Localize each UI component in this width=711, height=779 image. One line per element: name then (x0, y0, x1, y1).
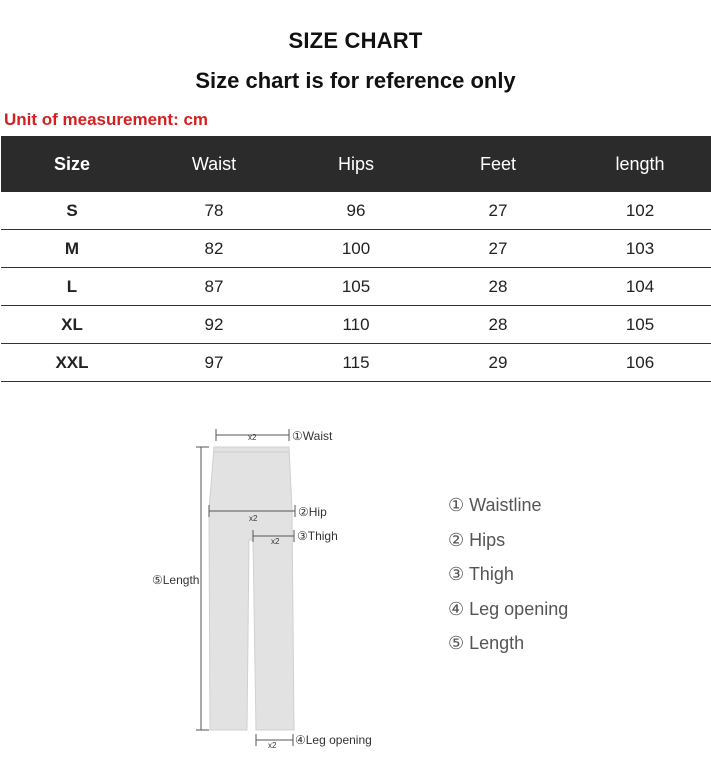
hips-cell: 100 (285, 230, 427, 268)
size-cell: XL (1, 306, 143, 344)
column-header-waist: Waist (143, 136, 285, 192)
measurement-legend (448, 488, 568, 661)
column-header-hips: Hips (285, 136, 427, 192)
hip-label: ②Hip (298, 505, 327, 519)
size-cell: XXL (1, 344, 143, 382)
waist-cell: 97 (143, 344, 285, 382)
hips-cell: 110 (285, 306, 427, 344)
length-label: ⑤Length (152, 573, 200, 587)
table-header-row (1, 136, 711, 192)
size-table (1, 136, 711, 382)
page-subtitle: Size chart is for reference only (195, 68, 516, 93)
legend-item-waistline: ① Waistline (448, 495, 542, 515)
hips-cell: 115 (285, 344, 427, 382)
legend-item-leg-opening: ④ Leg opening (448, 598, 569, 619)
feet-cell: 27 (427, 230, 569, 268)
thigh-x2-label: x2 (271, 537, 280, 546)
table-row (1, 306, 711, 344)
feet-cell: 27 (427, 192, 569, 230)
legend-item-length: ⑤ Length (448, 633, 525, 653)
unit-note: Unit of measurement: cm (4, 110, 209, 129)
pants-silhouette (209, 447, 294, 730)
column-header-size: Size (1, 136, 143, 192)
size-cell: M (1, 230, 143, 268)
waist-cell: 82 (143, 230, 285, 268)
length-cell: 102 (569, 192, 711, 230)
column-header-length: length (569, 136, 711, 192)
pants-measurement-diagram (0, 400, 711, 779)
length-cell: 106 (569, 344, 711, 382)
legend-item-hips: ② Hips (448, 529, 506, 550)
length-measure (196, 447, 209, 730)
hips-cell: 96 (285, 192, 427, 230)
waist-cell: 87 (143, 268, 285, 306)
size-cell: L (1, 268, 143, 306)
hip-x2-label: x2 (249, 514, 258, 523)
waist-x2-label: x2 (248, 433, 257, 442)
table-row (1, 230, 711, 268)
waist-cell: 92 (143, 306, 285, 344)
thigh-label: ③Thigh (297, 529, 338, 543)
waist-label: ①Waist (292, 429, 333, 443)
table-row (1, 192, 711, 230)
hips-cell: 105 (285, 268, 427, 306)
size-cell: S (1, 192, 143, 230)
waist-cell: 78 (143, 192, 285, 230)
table-row (1, 268, 711, 306)
column-header-feet: Feet (427, 136, 569, 192)
feet-cell: 29 (427, 344, 569, 382)
feet-cell: 28 (427, 268, 569, 306)
table-row (1, 344, 711, 382)
leg-opening-x2-label: x2 (268, 741, 277, 750)
length-cell: 103 (569, 230, 711, 268)
feet-cell: 28 (427, 306, 569, 344)
length-cell: 105 (569, 306, 711, 344)
page-title: SIZE CHART (288, 28, 423, 53)
leg-opening-label: ④Leg opening (295, 733, 372, 747)
length-cell: 104 (569, 268, 711, 306)
legend-item-thigh: ③ Thigh (448, 564, 514, 584)
